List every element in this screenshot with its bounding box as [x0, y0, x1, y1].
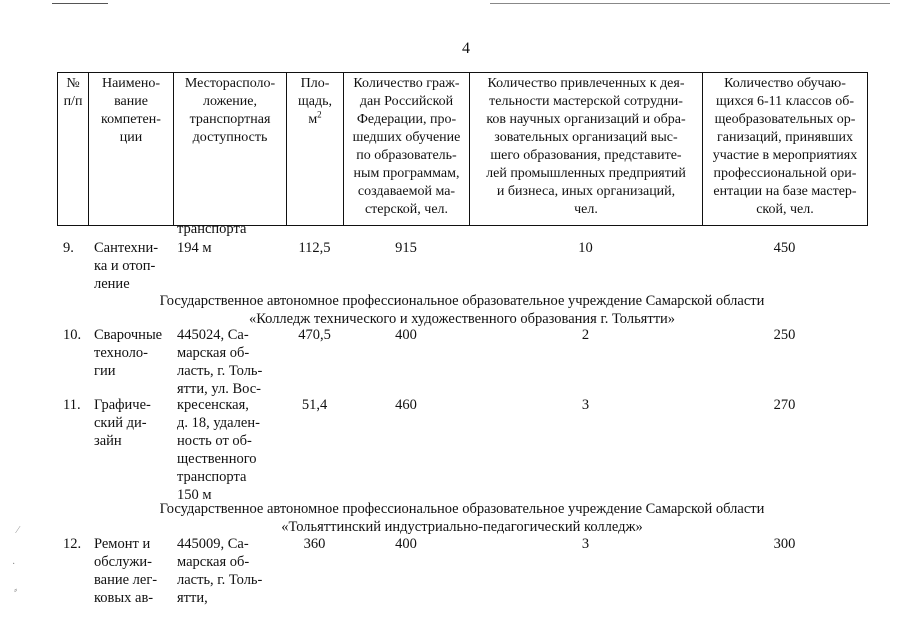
row-11-num: 11.	[63, 397, 81, 413]
table-header	[57, 72, 868, 226]
org-1-line-2: «Колледж технического и художественного образования г. Тольятти»	[248, 311, 676, 327]
scan-mark-1: ⁄	[17, 525, 19, 536]
row-9-location: 194 м	[177, 240, 212, 256]
header-competence: Наимено- вание компетен- ции	[89, 73, 174, 226]
row-11-staff: 3	[581, 397, 590, 413]
row-12-citizens: 400	[395, 536, 417, 552]
scan-mark-2: ·	[12, 559, 16, 570]
header-location: Месторасполо- ложение, транспортная доступность	[174, 73, 287, 226]
row-9-citizens: 915	[395, 240, 417, 256]
top-rule-right	[490, 3, 890, 4]
row-9-staff: 10	[578, 240, 593, 256]
row-10-area: 470,5	[298, 327, 331, 343]
row-10-staff: 2	[581, 327, 590, 343]
scan-mark-3: ⸗	[14, 585, 18, 596]
row-11-location: кресенская, д. 18, удален- ность от об- щественного транспорта 150 м	[177, 397, 260, 503]
row-9-students: 450	[773, 240, 796, 256]
header-num: № п/п	[58, 73, 89, 226]
row-12-name: Ремонт и обслужи- вание лег- ковых ав-	[94, 536, 158, 606]
row-10-citizens: 400	[395, 327, 417, 343]
header-staff: Количество привлеченных к дея- тельности мастерской сотрудни- ков научных организаций и обра- зовательных организаций выс- шего образования, представите- лей промышленных предприятий и бизнеса, иных организаций, чел.	[470, 73, 703, 226]
top-rule-left	[52, 3, 108, 4]
row-12-location: 445009, Са- марская об- ласть, г. Толь- ятти,	[177, 536, 263, 606]
row-10-num: 10.	[63, 327, 82, 343]
row-12-staff: 3	[581, 536, 590, 552]
row-11-students: 270	[773, 397, 796, 413]
org-1-line-1: Государственное автономное профессиональное образовательное учреждение Самарской области	[159, 293, 765, 309]
row-11-citizens: 460	[395, 397, 417, 413]
row-9-num: 9.	[63, 240, 74, 256]
page-number: 4	[462, 40, 470, 57]
row-10-location: 445024, Са- марская об- ласть, г. Толь- ятти, ул. Вос-	[177, 327, 263, 397]
org-2-line-1: Государственное автономное профессиональное образовательное учреждение Самарской области	[159, 501, 765, 517]
row-12-num: 12.	[63, 536, 82, 552]
org-2-line-2: «Тольяттинский индустриально-педагогический колледж»	[281, 519, 643, 535]
row-10-students: 250	[773, 327, 796, 343]
header-area: Пло- щадь, $м^2$	[287, 73, 344, 226]
row-12-students: 300	[773, 536, 796, 552]
row-9-name: Сантехни- ка и отоп- ление	[94, 240, 159, 292]
carryover-location: транспорта	[177, 221, 247, 237]
header-students: Количество обучаю- щихся 6-11 классов об- щеобразовательных ор- ганизаций, принявших участие в мероприятиях профессиональной ори- ентации на базе мастер- ской, чел.	[703, 73, 868, 226]
header-citizens: Количество граж- дан Российской Федерации, про- шедших обучение по образователь- ным программам, создаваемой ма- стерской, чел.	[344, 73, 470, 226]
row-9-area: 112,5	[298, 240, 331, 256]
row-11-name: Графиче- ский ди- зайн	[94, 397, 151, 449]
row-11-area: 51,4	[301, 397, 328, 413]
row-12-area: 360	[303, 536, 326, 552]
row-10-name: Сварочные техноло- гии	[94, 327, 163, 379]
